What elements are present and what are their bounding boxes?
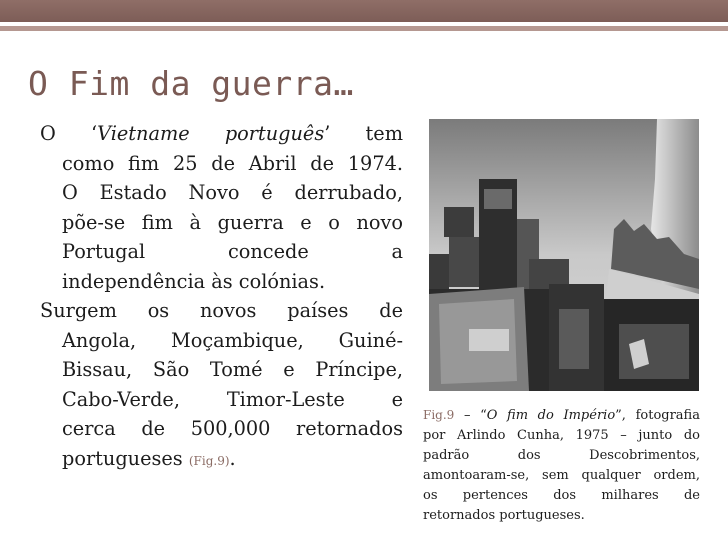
paragraph-line: O ‘Vietname português’ tem <box>40 122 403 145</box>
caption-line: padrão dos Descobrimentos, <box>423 448 700 463</box>
top-accent-bar <box>0 0 728 22</box>
paragraph-line: Cabo-Verde, Timor-Leste e <box>62 387 403 411</box>
figure-caption <box>423 405 700 526</box>
caption-line: amontoaram-se, sem qualquer ordem, <box>423 468 700 483</box>
photo-title: O fim do Império <box>486 408 616 423</box>
slide-body <box>40 119 403 476</box>
paragraph-line: O Estado Novo é derrubado, <box>62 181 403 204</box>
paragraph-line: independência às colónias. <box>62 269 326 293</box>
paragraph-line: portugueses (Fig.9). <box>62 446 236 470</box>
caption-line: retornados portugueses. <box>423 508 585 523</box>
figure-label: Fig.9 <box>423 408 455 422</box>
paragraph-new-countries <box>40 296 403 476</box>
paragraph-line: Surgem os novos países de <box>40 299 403 322</box>
paragraph-line: põe-se fim à guerra e o novo <box>62 210 403 234</box>
paragraph-line: cerca de 500,000 retornados <box>62 417 403 440</box>
paragraph-line: Angola, Moçambique, Guiné- <box>62 328 403 352</box>
retornados-photo <box>429 119 699 391</box>
caption-line: por Arlindo Cunha, 1975 – junto do <box>423 428 700 443</box>
paragraph-vietname <box>40 119 403 296</box>
caption-line: Fig.9 – “O fim do Império”, fotografia <box>423 408 700 423</box>
paragraph-line: Bissau, São Tomé e Príncipe, <box>62 358 403 381</box>
vietname-portugues-term: Vietname português <box>97 122 325 145</box>
top-accent-line <box>0 26 728 31</box>
paragraph-line: como fim 25 de Abril de 1974. <box>62 151 403 175</box>
figure-reference: (Fig.9) <box>188 453 230 468</box>
slide-title: O Fim da guerra… <box>28 64 354 103</box>
photo-illustration <box>429 119 699 391</box>
caption-line: os pertences dos milhares de <box>423 488 700 503</box>
paragraph-line: Portugal concede a <box>62 240 403 263</box>
